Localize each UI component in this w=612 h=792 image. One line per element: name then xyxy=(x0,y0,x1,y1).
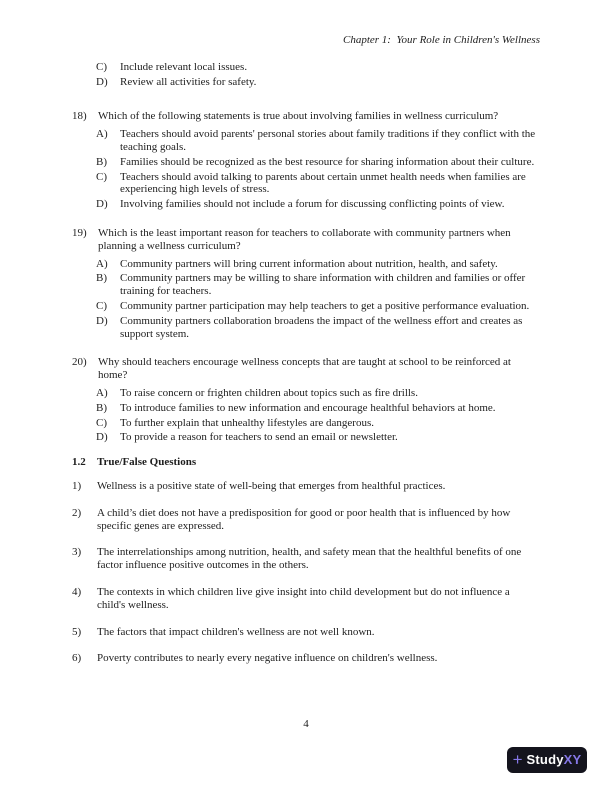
multiple-choice-questions xyxy=(72,110,540,444)
option-letter: D) xyxy=(96,314,108,327)
plus-icon: + xyxy=(512,749,523,769)
option-letter: D) xyxy=(96,431,108,444)
option-text: Community partners will bring current information about nutrition, health, and safety. xyxy=(120,257,498,270)
option-row xyxy=(96,300,540,313)
option-letter: A) xyxy=(96,128,108,141)
option-text: Teachers should avoid parents' personal stories about family traditions if they conflict with the teaching goals. xyxy=(120,128,536,153)
option-letter: D) xyxy=(96,198,108,211)
logo-text-study: Study xyxy=(526,751,564,767)
option-row xyxy=(96,128,540,154)
question-text: Which is the least important reason for teachers to collaborate with community partners when planning a wellness curriculum? xyxy=(98,226,511,252)
logo-text-xy: XY xyxy=(563,751,582,767)
option-text: To provide a reason for teachers to send an email or newsletter. xyxy=(120,431,398,444)
option-text: Include relevant local issues. xyxy=(120,60,248,73)
tf-question-text: Poverty contributes to nearly every negative influence on children's wellness. xyxy=(97,652,438,665)
tf-question-number: 1) xyxy=(72,479,82,492)
question-text: Which of the following statements is true about involving families in wellness curriculum? xyxy=(98,110,499,123)
tf-question-row xyxy=(72,546,540,572)
option-text: Families should be recognized as the best resource for sharing information about their culture. xyxy=(120,155,535,168)
option-row xyxy=(96,61,540,74)
carryover-options-list xyxy=(96,61,540,89)
page-header xyxy=(0,0,612,47)
option-text: To raise concern or frighten children about topics such as fire drills. xyxy=(120,386,418,399)
option-row xyxy=(96,315,540,341)
options-list xyxy=(96,387,540,444)
option-letter: C) xyxy=(96,299,107,312)
option-row xyxy=(96,272,540,298)
question-row xyxy=(72,356,540,382)
chapter-header-text: Chapter 1: Your Role in Children's Wellness xyxy=(342,34,540,46)
option-letter: B) xyxy=(96,272,107,285)
tf-question-row xyxy=(72,626,540,639)
question-block xyxy=(72,110,540,211)
option-text: Community partner participation may help teachers to get a positive performance evaluation. xyxy=(120,299,530,312)
option-row xyxy=(96,171,540,197)
question-block xyxy=(72,227,540,340)
tf-question-text: The interrelationships among nutrition, health, and safety mean that the healthful benefits of one factor influence positive outcomes in the others. xyxy=(97,546,522,572)
option-row xyxy=(96,258,540,271)
question-row xyxy=(72,110,540,123)
option-letter: A) xyxy=(96,386,108,399)
tf-question-text: Wellness is a positive state of well-being that emerges from healthful practices. xyxy=(97,479,446,492)
section-header xyxy=(72,456,540,469)
tf-question-number: 2) xyxy=(72,506,82,519)
option-row xyxy=(96,402,540,415)
document-content xyxy=(0,61,612,665)
question-block xyxy=(72,356,540,444)
section-title: True/False Questions xyxy=(97,456,197,469)
option-letter: C) xyxy=(96,170,107,183)
page-footer xyxy=(0,718,612,731)
option-text: Community partners may be willing to share information with children and families or offer training for teachers. xyxy=(120,272,526,298)
tf-question-text: A child’s diet does not have a predisposition for good or poor health that is influenced by how specific genes are expressed. xyxy=(97,506,511,532)
question-number: 18) xyxy=(72,110,87,123)
options-list xyxy=(96,258,540,341)
question-number: 20) xyxy=(72,356,87,369)
options-list xyxy=(96,128,540,211)
tf-question-row xyxy=(72,507,540,533)
tf-question-row xyxy=(72,480,540,493)
tf-question-number: 6) xyxy=(72,652,82,665)
option-text: Teachers should avoid talking to parents about certain unmet health needs when families are experiencing high levels of stress. xyxy=(120,170,526,196)
tf-question-number: 3) xyxy=(72,546,82,559)
section-number: 1.2 xyxy=(72,456,86,469)
page-number: 4 xyxy=(303,718,309,730)
option-row xyxy=(96,387,540,400)
tf-question-number: 4) xyxy=(72,585,82,598)
option-text: To further explain that unhealthy lifestyles are dangerous. xyxy=(120,416,374,429)
true-false-questions xyxy=(72,480,540,665)
tf-question-text: The factors that impact children's wellness are not well known. xyxy=(97,625,375,638)
tf-question-row xyxy=(72,586,540,612)
option-row xyxy=(96,431,540,444)
option-text: Involving families should not include a forum for discussing conflicting points of view. xyxy=(120,198,505,211)
option-text: To introduce families to new information and encourage healthful behaviors at home. xyxy=(120,401,496,414)
question-text: Why should teachers encourage wellness concepts that are taught at school to be reinforced at home? xyxy=(98,356,511,382)
option-letter: B) xyxy=(96,401,107,414)
option-row xyxy=(96,156,540,169)
tf-question-text: The contexts in which children live give insight into child development but do not influence a child's wellness. xyxy=(97,585,510,611)
option-text: Community partners collaboration broadens the impact of the wellness effort and creates as support system. xyxy=(120,314,523,340)
tf-question-row xyxy=(72,652,540,665)
question-number: 19) xyxy=(72,226,87,239)
studyxy-logo xyxy=(507,747,587,773)
option-row xyxy=(96,76,540,89)
option-text: Review all activities for safety. xyxy=(120,75,257,88)
tf-question-number: 5) xyxy=(72,625,82,638)
option-row xyxy=(96,417,540,430)
option-letter: D) xyxy=(96,75,108,88)
option-letter: B) xyxy=(96,155,107,168)
option-letter: C) xyxy=(96,416,107,429)
question-row xyxy=(72,227,540,253)
option-letter: C) xyxy=(96,60,107,73)
option-letter: A) xyxy=(96,257,108,270)
option-row xyxy=(96,198,540,211)
